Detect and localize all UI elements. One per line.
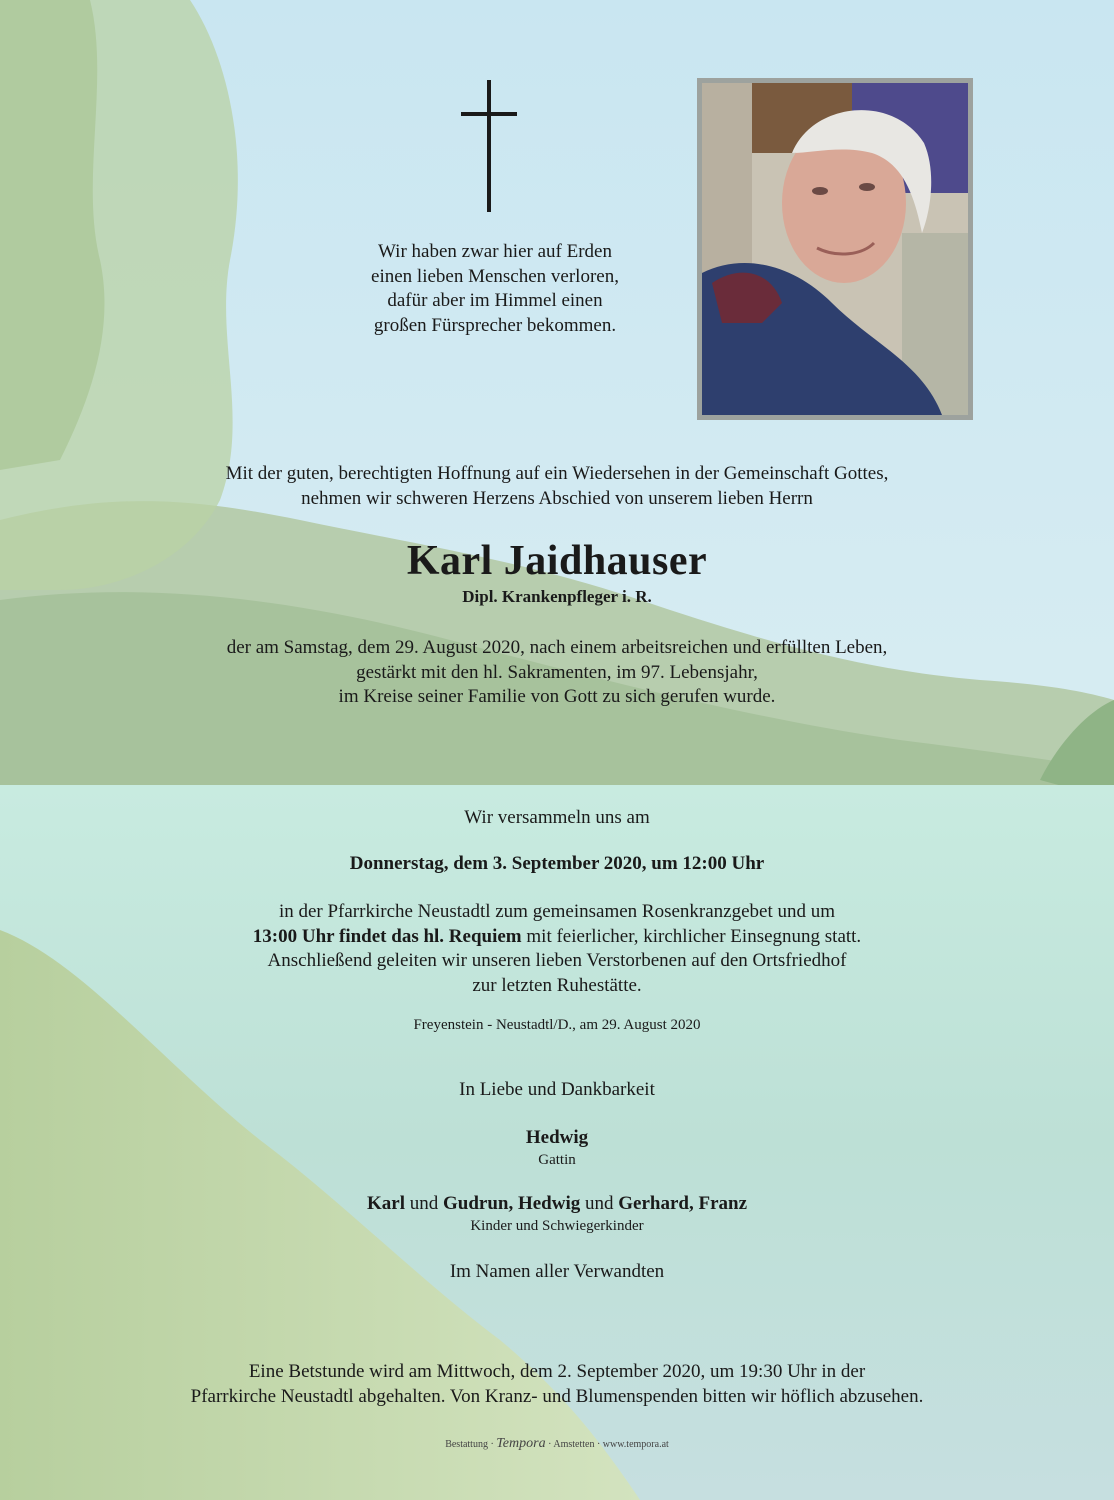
gathering-intro: Wir versammeln uns am: [464, 807, 650, 828]
death-notice: [100, 636, 1014, 710]
conjunction: und: [580, 1193, 619, 1214]
requiem-rest: mit feierlicher, kirchlicher Einsegnung statt.: [521, 925, 862, 947]
verse-line: einen lieben Menschen verloren,: [371, 265, 619, 287]
verse-line: dafür aber im Himmel einen: [387, 290, 603, 311]
child-name: Gudrun, Hedwig: [442, 1193, 581, 1214]
mourner-spouse: Hedwig: [525, 1127, 589, 1148]
mourner-spouse-role: Gattin: [538, 1152, 576, 1168]
footer-credit: [100, 1437, 1014, 1452]
service-line: [100, 925, 1014, 950]
service-line: Anschließend geleiten wir unseren lieben Verstorbenen auf den Ortsfriedhof: [267, 950, 847, 971]
prayer-line: Pfarrkirche Neustadtl abgehalten. Von Kranz- und Blumenspenden bitten wir höflich abzusehen.: [190, 1385, 924, 1407]
child-name: Karl: [366, 1193, 405, 1214]
intro-text: [100, 462, 1014, 511]
gathering-date: Donnerstag, dem 3. September 2020, um 12:00 Uhr: [349, 853, 765, 874]
portrait-image: [702, 83, 968, 415]
intro-line: nehmen wir schweren Herzens Abschied von unserem lieben Herrn: [301, 487, 813, 509]
footer-suffix: · Amstetten · www.tempora.at: [545, 1439, 669, 1450]
verse-line: Wir haben zwar hier auf Erden: [378, 241, 612, 262]
memorial-verse: [310, 240, 680, 338]
mourner-children: [100, 1192, 1014, 1216]
child-name: Gerhard, Franz: [618, 1193, 748, 1214]
place-date: Freyenstein - Neustadtl/D., am 29. August 2020: [413, 1017, 701, 1033]
mourner-children-role: Kinder und Schwiegerkinder: [470, 1218, 644, 1234]
deceased-name: Karl Jaidhauser: [406, 538, 708, 584]
requiem-time: 13:00 Uhr findet das hl. Requiem: [252, 925, 522, 947]
service-details: [100, 900, 1014, 998]
death-notice-line: im Kreise seiner Familie von Gott zu sich gerufen wurde.: [338, 686, 776, 707]
closing-phrase: In Liebe und Dankbarkeit: [459, 1079, 655, 1100]
prayer-hour-notice: [100, 1360, 1014, 1409]
relatives-line: Im Namen aller Verwandten: [449, 1261, 665, 1282]
conjunction: und: [404, 1193, 443, 1214]
portrait-photo: [697, 78, 973, 420]
service-line: zur letzten Ruhestätte.: [472, 974, 642, 996]
intro-line: Mit der guten, berechtigten Hoffnung auf ein Wiedersehen in der Gemeinschaft Gottes,: [225, 463, 889, 484]
death-notice-line: gestärkt mit den hl. Sakramenten, im 97. Lebensjahr,: [356, 661, 758, 683]
footer-prefix: Bestattung ·: [445, 1439, 497, 1450]
verse-line: großen Fürsprecher bekommen.: [373, 314, 617, 336]
deceased-title: Dipl. Krankenpfleger i. R.: [462, 587, 652, 606]
death-notice-line: der am Samstag, dem 29. August 2020, nach einem arbeitsreichen und erfüllten Leben,: [226, 637, 888, 658]
footer-brand: Tempora: [496, 1436, 546, 1451]
latin-cross-icon: [459, 80, 519, 212]
service-line: in der Pfarrkirche Neustadtl zum gemeinsamen Rosenkranzgebet und um: [278, 901, 836, 922]
prayer-line: Eine Betstunde wird am Mittwoch, dem 2. September 2020, um 19:30 Uhr in der: [248, 1361, 866, 1382]
